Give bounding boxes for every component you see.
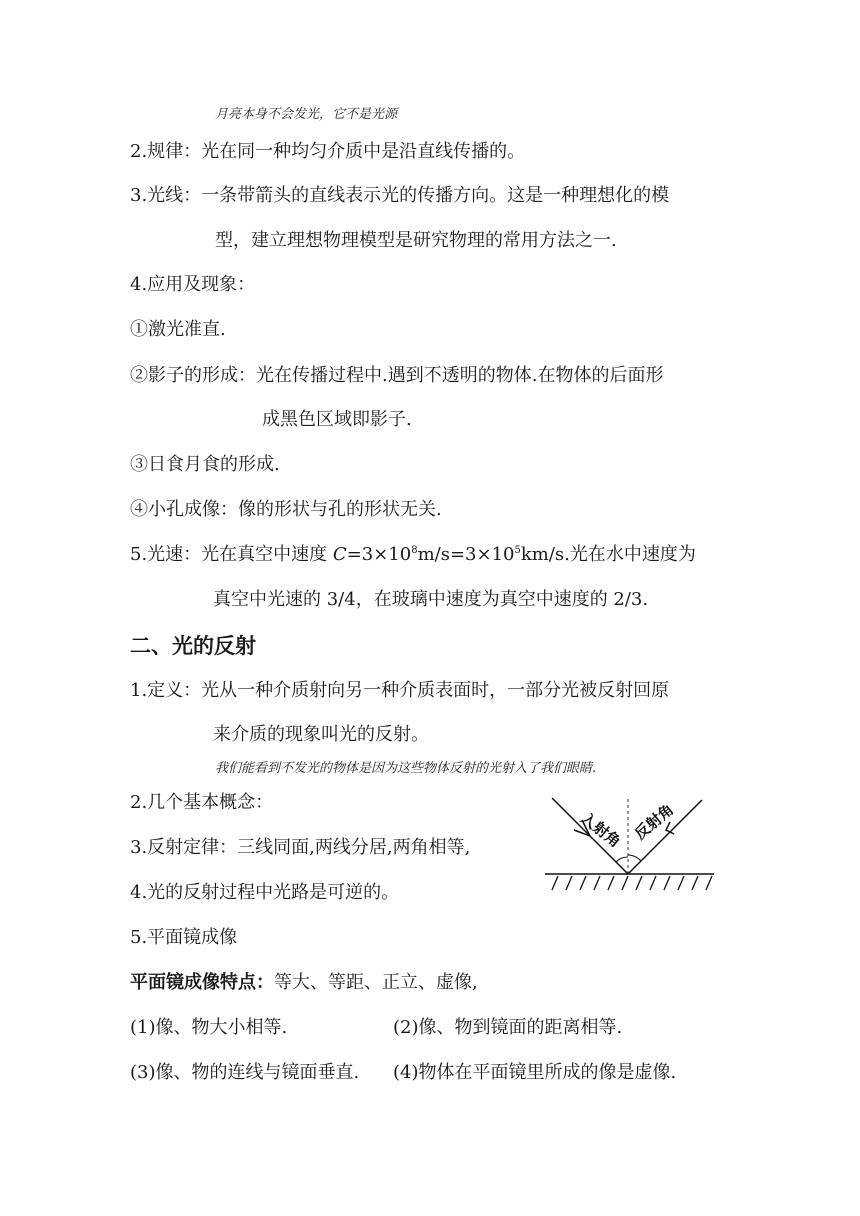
applications-title: 4.应用及现象：	[130, 274, 256, 295]
mirror-hatching	[552, 876, 712, 890]
reversible-line: 4.光的反射过程中光路是可逆的。	[130, 882, 400, 903]
feature-2: (2)像、物到镜面的距离相等.	[393, 1017, 623, 1038]
app-eclipse: ③日食月食的形成.	[130, 454, 280, 475]
law-line: 3.反射定律：三线同面,两线分居,两角相等,	[130, 837, 471, 858]
speed-eq1: =3×10	[346, 544, 412, 565]
app-pinhole: ④小孔成像：像的形状与孔的形状无关.	[130, 499, 442, 520]
mirror-line: 5.平面镜成像	[130, 927, 238, 948]
features-label: 平面镜成像特点：	[130, 972, 274, 993]
speed-tail: km/s.光在水中速度为	[520, 544, 696, 565]
definition-line-1: 1.定义：光从一种介质射向另一种介质表面时，一部分光被反射回原	[130, 680, 670, 701]
feature-1: (1)像、物大小相等.	[130, 1017, 288, 1038]
ray-line-1: 3.光线：一条带箭头的直线表示光的传播方向。这是一种理想化的模	[130, 185, 670, 206]
feature-4: (4)物体在平面镜里所成的像是虚像.	[393, 1062, 677, 1083]
features-text: 等大、等距、正立、虚像,	[274, 972, 478, 993]
see-note: 我们能看到不发光的物体是因为这些物体反射的光射入了我们眼睛.	[215, 761, 597, 776]
speed-unit1: m/s=3×10	[417, 544, 515, 565]
speed-exp1: 8	[411, 545, 418, 556]
incident-angle-arc	[616, 857, 628, 862]
moon-note: 月亮本身不会发光，它不是光源	[215, 107, 398, 122]
speed-symbol: C	[332, 544, 347, 565]
reflected-arrow-icon	[666, 822, 674, 834]
definition-line-2: 来介质的现象叫光的反射。	[213, 724, 429, 745]
speed-line-2: 真空中光速的 3/4，在玻璃中速度为真空中速度的 2/3.	[213, 589, 649, 610]
feature-3: (3)像、物的连线与镜面垂直.	[130, 1062, 360, 1083]
app-laser: ①激光准直.	[130, 319, 226, 340]
reflected-angle-label: 反射角	[631, 800, 678, 844]
app-shadow-1: ②影子的形成：光在传播过程中.遇到不透明的物体.在物体的后面形	[130, 365, 664, 386]
ray-line-2: 型，建立理想物理模型是研究物理的常用方法之一.	[215, 230, 617, 251]
incident-angle-label: 入射角	[577, 808, 625, 851]
reflection-diagram	[540, 790, 720, 900]
features-line	[130, 971, 478, 995]
speed-prefix: 5.光速：光在真空中速度	[130, 544, 333, 565]
app-shadow-2: 成黑色区域即影子.	[262, 409, 412, 430]
reflected-angle-arc	[628, 855, 641, 861]
speed-exp2: 5	[514, 545, 521, 556]
rule-line: 2.规律：光在同一种均匀介质中是沿直线传播的。	[130, 141, 526, 162]
speed-line-1	[130, 543, 696, 567]
concepts-line: 2.几个基本概念：	[130, 792, 274, 813]
section-heading-reflection: 二、光的反射	[130, 634, 256, 658]
